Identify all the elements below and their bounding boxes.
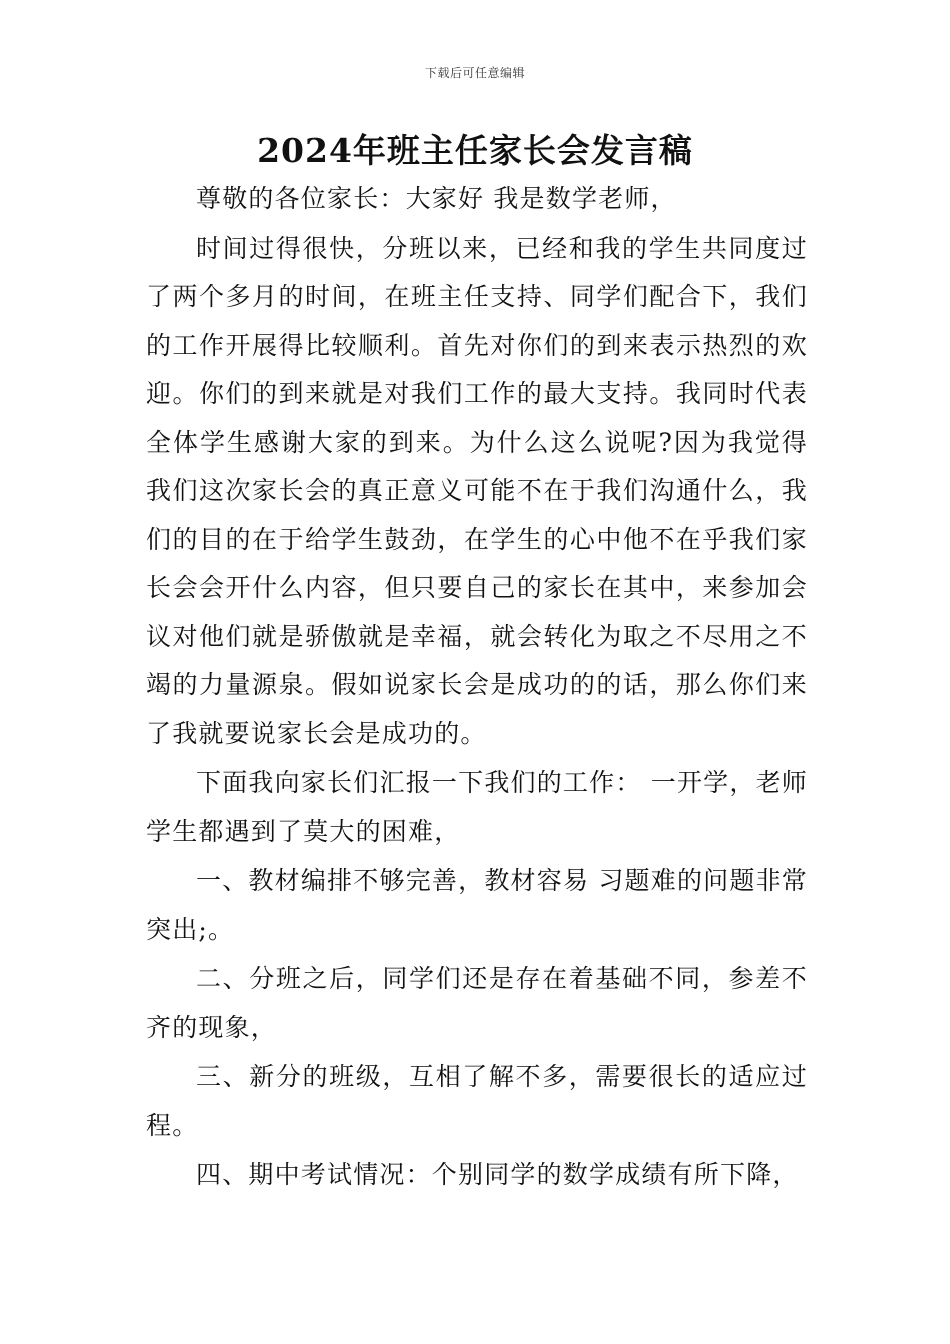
paragraph-point-2: 二、分班之后，同学们还是存在着基础不同，参差不齐的现象，	[146, 964, 808, 1042]
paragraph-point-3: 三、新分的班级，互相了解不多，需要很长的适应过程。	[146, 1062, 808, 1140]
paragraph-intro: 时间过得很快，分班以来，已经和我的学生共同度过了两个多月的时间，在班主任支持、同学们配合下，我们的工作开展得比较顺利。首先对你们的到来表示热烈的欢迎。你们的到来就是对我们工作的最大支持。我同时代表全体学生感谢大家的到来。为什么这么说呢?因为我觉得我们这次家长会的真正意义可能不在于我们沟通什么，我们的目的在于给学生鼓劲，在学生的心中他不在乎我们家长会会开什么内容，但只要自己的家长在其中，来参加会议对他们就是骄傲就是幸福，就会转化为取之不尽用之不竭的力量源泉。假如说家长会是成功的的话，那么你们来了我就要说家长会是成功的。	[146, 233, 808, 748]
paragraph-point-1: 一、教材编排不够完善，教材容易 习题难的问题非常突出;。	[146, 866, 808, 944]
header-note: 下载后可任意编辑	[424, 66, 525, 80]
document-body	[146, 175, 808, 1200]
paragraph-report: 下面我向家长们汇报一下我们的工作： 一开学，老师学生都遇到了莫大的困难，	[146, 768, 808, 846]
document-title: 2024年班主任家长会发言稿	[257, 131, 693, 170]
paragraph-point-4: 四、期中考试情况：个别同学的数学成绩有所下降，	[196, 1160, 799, 1189]
paragraph-greeting: 尊敬的各位家长：大家好 我是数学老师，	[196, 184, 677, 213]
